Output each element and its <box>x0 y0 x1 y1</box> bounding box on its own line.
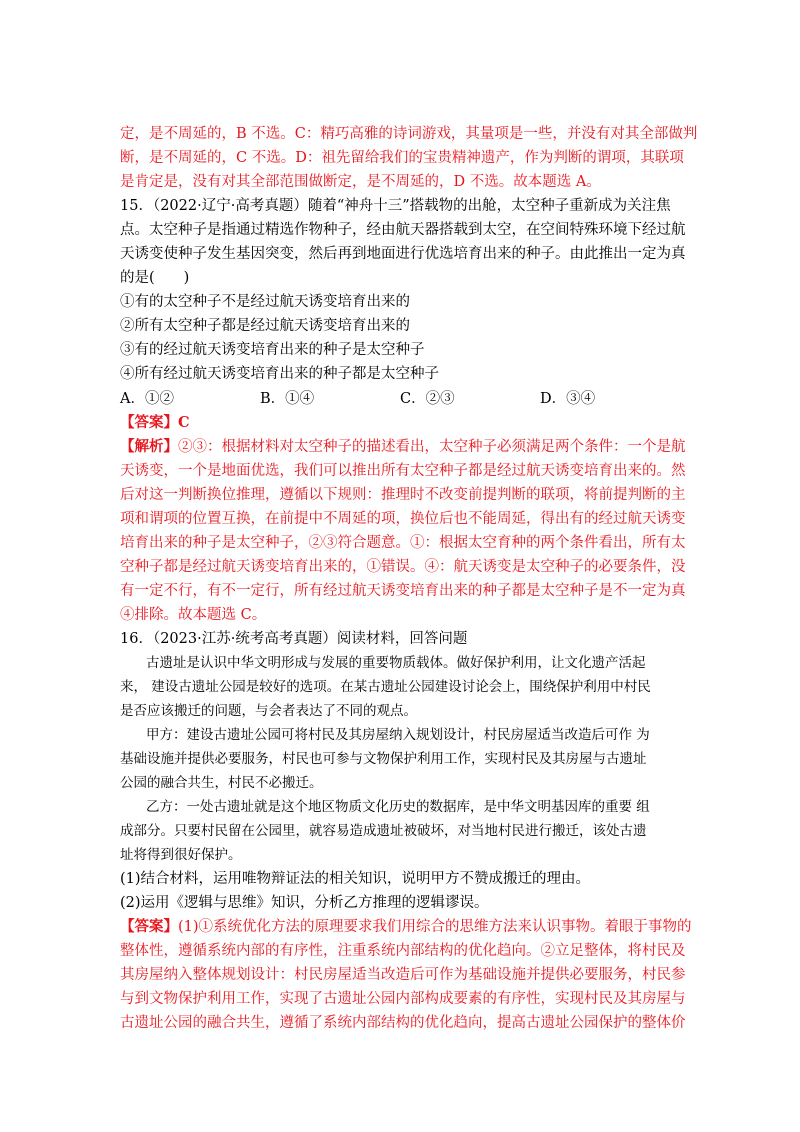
q15-analysis-line: ④排除。故本题选 C。 <box>120 607 267 623</box>
q15-stem-line: 天诱变使种子发生基因突变，然后再到地面进行优选培育出来的种子。由此推出一定为真 <box>120 246 686 262</box>
q16-answer-line: 其房屋纳入整体规划设计：村民房屋适当改造后可作为基础设施并提供必要服务，村民参 <box>120 967 686 983</box>
q16-question-1: (1)结合材料，运用唯物辩证法的相关知识，说明甲方不赞成搬迁的理由。 <box>120 871 591 887</box>
prev-analysis-line: 断，是不周延的，C 不选。D：祖先留给我们的宝贵精神遗产，作为判断的谓项，其联项 <box>120 150 684 166</box>
q15-statement: ①有的太空种子不是经过航天诱变培育出来的 <box>120 294 410 310</box>
q15-analysis-line: 【解析】②③：根据材料对太空种子的描述看出，太空种子必须满足两个条件：一个是航 <box>120 438 686 455</box>
q16-material-line: 乙方：一处古遗址就是这个地区物质文化历史的数据库，是中华文明基因库的重要 组 <box>146 799 650 815</box>
q15-analysis-line: 天诱变，一个是地面优选，我们可以推出所有太空种子都是经过航天诱变培育出来的。然 <box>120 463 686 479</box>
q15-analysis-line: 培育出来的种子是太空种子，②③符合题意。①：根据太空育种的两个条件看出，所有太 <box>120 535 686 551</box>
q15-statement: ④所有经过航天诱变培育出来的种子都是太空种子 <box>120 366 439 382</box>
q15-analysis-line: 有一定不行，有不一定行，所有经过航天诱变培育出来的种子都是太空种子是不一定为真 <box>120 583 686 599</box>
q15-statement: ③有的经过航天诱变培育出来的种子是太空种子 <box>120 342 425 358</box>
q16-material-line: 古遗址是认识中华文明形成与发展的重要物质载体。做好保护利用，让文化遗产活起 <box>146 655 646 671</box>
q15-analysis-line: 空种子都是经过航天诱变培育出来的，①错误。④：航天诱变是太空种子的必要条件，没 <box>120 559 686 575</box>
q15-stem-line: 的是( ) <box>120 270 190 286</box>
q15-option-b: B．①④ <box>260 391 315 407</box>
q15-option-d: D．③④ <box>540 391 596 407</box>
q16-material-line: 来， 建设古遗址公园是较好的选项。在某古遗址公园建设讨论会上，围绕保护利用中村民 <box>120 679 651 695</box>
q16-answer-line: 与到文物保护利用工作，实现了古遗址公园内部构成要素的有序性，实现村民及其房屋与 <box>120 991 686 1007</box>
q16-material-line: 是否应该搬迁的问题，与会者表达了不同的观点。 <box>120 703 417 719</box>
prev-analysis-line: 定，是不周延的，B 不选。C：精巧高雅的诗词游戏，其量项是一些，并没有对其全部做判 <box>120 126 698 142</box>
q15-stem-line: 点。太空种子是指通过精选作物种子，经由航天器搭载到太空，在空间特殊环境下经过航 <box>120 222 686 238</box>
q15-analysis-line: 项和谓项的位置互换，在前提中不周延的项，换位后也不能周延，得出有的经过航天诱变 <box>120 511 686 527</box>
q16-answer-line: 整体性，遵循系统内部的有序性，注重系统内部结构的优化趋向。②立足整体，将村民及 <box>120 943 686 959</box>
answer-value: C <box>178 414 190 431</box>
q16-answer-line: 古遗址公园的融合共生，遵循了系统内部结构的优化趋向，提高古遗址公园保护的整体价 <box>120 1015 686 1031</box>
q15-option-a: A．①② <box>120 391 174 407</box>
prev-analysis-line: 是肯定是，没有对其全部范围做断定，是不周延的，D 不选。故本题选 A。 <box>120 174 601 190</box>
answer-label: 【答案】 <box>120 918 178 935</box>
q16-material-line: 址将得到很好保护。 <box>120 847 242 863</box>
analysis-label: 【解析】 <box>120 438 178 455</box>
q16-material-line: 甲方：建设古遗址公园可将村民及其房屋纳入规划设计，村民房屋适当改造后可作 为 <box>146 727 650 743</box>
q15-stem-line: 15．（2022·辽宁·高考真题）随着“神舟十三”搭载物的出舱，太空种子重新成为关注焦 <box>120 198 671 214</box>
answer-label: 【答案】 <box>120 414 178 431</box>
q16-material-line: 公园的融合共生，村民不必搬迁。 <box>120 775 323 791</box>
q16-material-line: 基础设施并提供必要服务，村民也可参与文物保护利用工作，实现村民及其房屋与古遗址 <box>120 751 647 767</box>
q15-option-c: C．②③ <box>400 391 455 407</box>
q16-stem: 16．（2023·江苏·统考高考真题）阅读材料，回答问题 <box>120 631 468 647</box>
q15-statement: ②所有太空种子都是经过航天诱变培育出来的 <box>120 318 410 334</box>
q16-question-2: (2)运用《逻辑与思维》知识，分析乙方推理的逻辑谬误。 <box>120 895 489 911</box>
q16-answer-line: 【答案】(1)①系统优化方法的原理要求我们用综合的思维方法来认识事物。着眼于事物的 <box>120 918 692 935</box>
q15-analysis-line: 后对这一判断换位推理，遵循以下规则：推理时不改变前提判断的联项，将前提判断的主 <box>120 487 686 503</box>
q16-material-line: 成部分。只要村民留在公园里，就容易造成遗址被破坏，对当地村民进行搬迁，该处古遗 <box>120 823 647 839</box>
q15-answer <box>120 413 190 433</box>
